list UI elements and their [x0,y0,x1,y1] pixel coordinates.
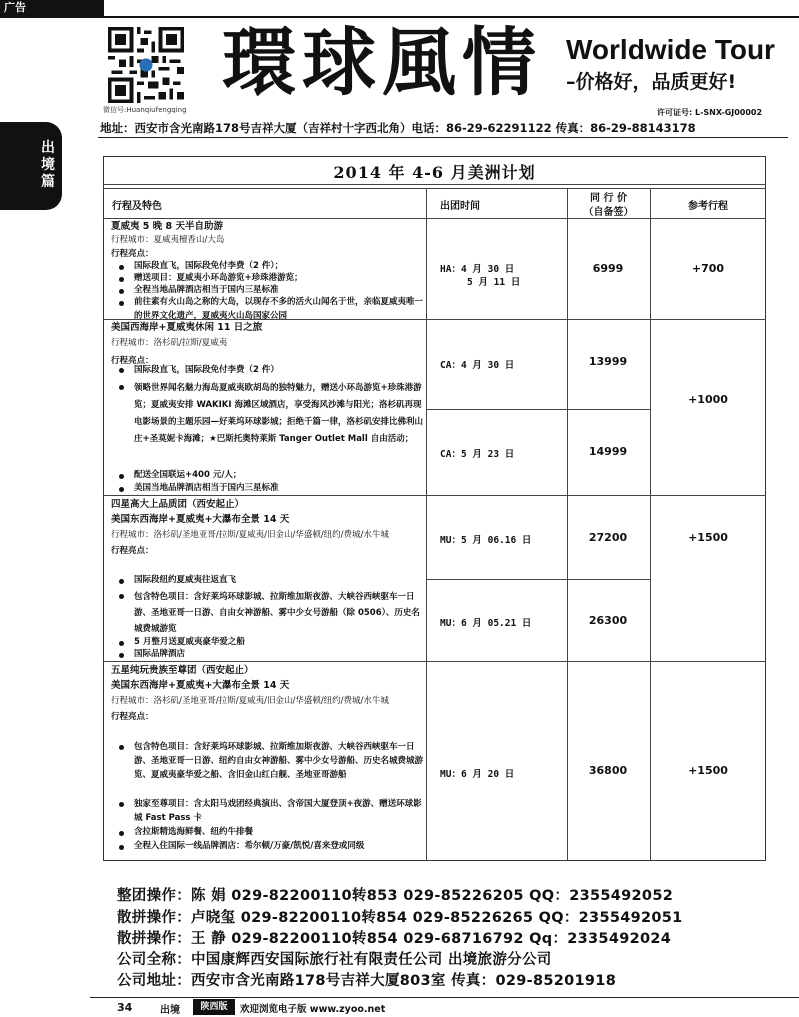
table-col-rule [567,188,568,861]
tour-cities: 行程城市：洛杉矶/圣地亚哥/拉斯/夏威夷/旧金山/华盛顿/纽约/费城/水牛城 [111,530,389,540]
tour-4 [111,663,423,725]
ops-line: 散拼操作：王 静 029-82200110转854 029-68716792 Qq：2335492024 [117,931,672,947]
bullet-icon [119,594,124,599]
bullet-icon [119,301,124,306]
highlights-label: 行程亮点： [111,546,154,556]
bullet-icon [119,474,124,479]
price: 27200 [588,531,628,544]
highlights-label: 行程亮点： [111,355,154,366]
bullet-icon [119,845,124,850]
list-item: 赠送项目：夏威夷小环岛游览+珍珠港游览； [111,272,424,286]
bullet-icon [119,653,124,658]
tour-name: 美国西海岸+夏威夷休闲 11 日之旅 [111,322,263,333]
license-number: 许可证号: L-SNX-GJ00002 [657,108,763,117]
price: 26300 [588,614,628,627]
list-item: 领略世界闻名魅力海岛夏威夷欧胡岛的独特魅力，赠送小环岛游览+珍珠港游览；夏威夷安排 WAKIKI 海滩区域酒店，享受海风沙滩与阳光；洛杉矶再现电影场景的主题乐园—好莱坞环球影城；拒绝千篇一律，洛杉矶安排比佛利山庄+圣莫妮卡海滩；★巴斯托奥特莱斯 Tanger Outlet Mall 自由活动； [111,380,424,448]
tour-group: 五星纯玩贵族至尊团（西安起止） [111,665,254,676]
ops-line: 散拼操作：卢晓玺 029-82200110转854 029-85226265 QQ：2355492051 [117,910,683,926]
depart-date: 5 月 11 日 [467,277,521,288]
tour-group: 四星高大上品质团（西安起止） [111,499,245,510]
page-number: 34 [117,1001,133,1014]
bullet-icon [119,802,124,807]
address-line: 地址：西安市含光南路178号吉祥大厦（吉祥村十字西北角）电话：86-29-62291122 传真：86-29-88143178 [100,121,696,135]
bullet-icon [119,641,124,646]
list-item: 5 月整月送夏威夷豪华爱之船 [111,636,424,650]
price: 6999 [592,262,624,275]
table-rule [426,409,650,410]
list-item: 国际段直飞，国际段免付李费（2 件）； [111,260,424,274]
ref-price: +1500 [688,531,728,544]
list-item: 含拉斯精选海鲜餐、纽约牛排餐 [111,826,424,840]
footer-slogan: 欢迎浏览电子版 www.zyoo.net [240,1004,386,1015]
company-address: 公司地址：西安市含光南路178号吉祥大厦803室 传真：029-85201918 [117,973,617,989]
bullet-icon [119,745,124,750]
side-tab-label: 出境篇 [41,140,55,190]
tour-name: 美国东西海岸+夏威夷+大瀑布全景 14 天 [111,680,290,691]
tour-cities: 行程城市：夏威夷檀香山/大岛 [111,235,225,245]
bullet-icon [119,831,124,836]
bullet-icon [119,487,124,492]
header-price-visa: （自备签） [583,207,634,218]
header-route: 行程及特色 [112,201,162,212]
tour-name: 夏威夷 5 晚 8 天半自助游 [111,221,223,232]
table-col-rule [650,188,651,861]
table-rule [103,188,766,189]
price: 14999 [588,445,628,458]
depart-date: HA：4 月 30 日 [440,264,515,275]
depart-date: MU：5 月 06.16 日 [440,535,532,546]
footer-rule [90,997,799,998]
ref-price: +1500 [688,764,728,777]
bullet-icon [119,289,124,294]
depart-date: CA：5 月 23 日 [440,449,515,460]
tagline: –价格好，品质更好! [566,71,737,93]
header-ref: 参考行程 [688,201,728,212]
table-rule [103,184,766,185]
tour-name: 美国东西海岸+夏威夷+大瀑布全景 14 天 [111,514,290,525]
list-item: 包含特色项目：含好莱坞环球影城、拉斯维加斯夜游、大峡谷西峡驱车一日游、圣地亚哥一日游、自由女神游船、雾中少女号游船（除 0506）、历史名城费城游览 [111,589,424,637]
list-item: 国际段直飞，国际段免付李费（2 件） [111,363,424,378]
bullet-icon [119,368,124,373]
tour-cities: 行程城市：洛杉矶/圣地亚哥/拉斯/夏威夷/旧金山/华盛顿/纽约/费城/水牛城 [111,696,389,706]
tour-3 [111,497,423,559]
list-item: 包含特色项目：含好莱坞环球影城、拉斯维加斯夜游、大峡谷西峡驱车一日游、圣地亚哥一日游、纽约自由女神游船、雾中少女号游船、历史名城费城游览、夏威夷豪华爱之船、含旧金山红白舰、圣地亚哥游船 [111,740,424,782]
tour-cities: 行程城市：洛杉矶/拉斯/夏威夷 [111,338,228,348]
highlights-label: 行程亮点： [111,712,154,722]
bullet-icon [119,385,124,390]
list-item: 配送全国联运+400 元/人； [111,469,424,483]
list-item: 美国当地品牌酒店相当于国内三星标准 [111,482,424,496]
price: 36800 [588,764,628,777]
depart-date: MU：6 月 20 日 [440,769,515,780]
depart-date: CA：4 月 30 日 [440,360,515,371]
brand-english: Worldwide Tour [566,34,775,65]
company-name: 公司全称：中国康辉西安国际旅行社有限责任公司 出境旅游分公司 [117,952,552,968]
ad-tag: 广告 [0,0,104,16]
bullet-icon [119,265,124,270]
depart-date: MU：6 月 05.21 日 [440,618,532,629]
header-date: 出团时间 [440,201,480,212]
wechat-id: 微信号:Huanqiufengqing [103,106,187,114]
table-col-rule [426,188,427,861]
list-item: 全程当地品牌酒店相当于国内三星标准 [111,284,424,298]
paper-edition: 陕西版 [193,999,235,1015]
brand-title: 環球風情 [222,20,542,106]
list-item: 国际品牌酒店 [111,648,424,662]
address-rule [98,137,788,138]
list-item: 全程入住国际一线品牌酒店：希尔顿/万豪/凯悦/喜来登或同级 [111,840,424,852]
list-item: 国际段纽约夏威夷往返直飞 [111,574,424,588]
plan-title: 2014 年 4-6 月美洲计划 [333,163,536,182]
list-item: 前往素有火山岛之称的大岛，以现存不多的活火山闻名于世，亲临夏威夷唯一的世界文化遗产，夏威夷火山岛国家公园 [111,296,424,323]
bullet-icon [119,277,124,282]
ref-price: +1000 [688,393,728,406]
tour-1 [111,219,423,261]
price: 13999 [588,355,628,368]
bullet-icon [119,579,124,584]
qr-code-icon [108,27,184,103]
list-item: 独家至尊项目：含太阳马戏团经典演出、含帝国大厦登顶+夜游、赠送环球影城 Fast Pass 卡 [111,797,424,825]
table-rule [426,579,650,580]
tour-2 [111,320,423,368]
ref-price: +700 [691,262,725,275]
header-price: 同 行 价 [590,193,627,204]
footer-section: 出境 [160,1005,180,1016]
ops-line: 整团操作：陈 娟 029-82200110转853 029-85226205 QQ：2355492052 [117,888,674,904]
highlights-label: 行程亮点： [111,248,154,259]
